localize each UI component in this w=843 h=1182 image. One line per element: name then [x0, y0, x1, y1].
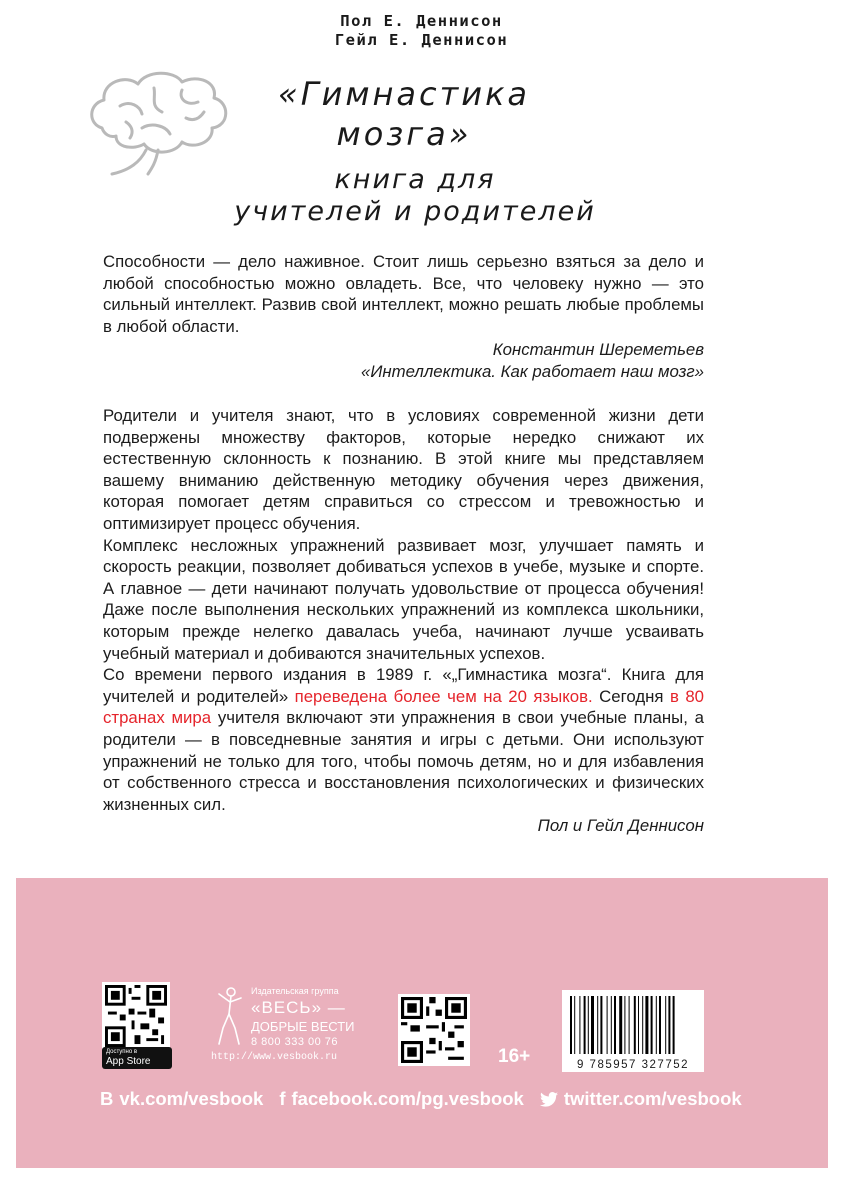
- qr-code-site: [398, 994, 470, 1066]
- vk-link[interactable]: [100, 1088, 263, 1110]
- footer-panel: [16, 878, 828, 1168]
- barcode-bar: [611, 996, 612, 1054]
- authors: [0, 12, 843, 50]
- book-title: [214, 74, 594, 154]
- barcode-bar: [645, 996, 648, 1054]
- isbn-barcode: [562, 990, 704, 1072]
- publisher-label: Издательская группа: [251, 986, 339, 996]
- barcode-bar: [579, 996, 580, 1054]
- barcode-bar: [584, 996, 586, 1054]
- barcode-bar: [668, 996, 670, 1054]
- barcode-bar: [614, 996, 616, 1054]
- barcode-bar: [619, 996, 622, 1054]
- barcode-bar: [588, 996, 589, 1054]
- facebook-link[interactable]: [279, 1088, 524, 1110]
- barcode-bar: [673, 996, 675, 1054]
- barcode-icon: [562, 992, 704, 1058]
- barcode-bar: [656, 996, 657, 1054]
- barcode-bar: [570, 996, 572, 1054]
- qr-app-icon: [105, 985, 167, 1047]
- barcode-bar: [629, 996, 630, 1054]
- barcode-bar: [659, 996, 661, 1054]
- twitter-url: twitter.com/vesbook: [563, 1088, 742, 1109]
- publisher-block: [211, 982, 361, 1072]
- publisher-logo-icon: [213, 984, 247, 1050]
- title-line-2: мозга»: [336, 115, 472, 153]
- annotation-paragraph-1: Родители и учителя знают, что в условиях современной жизни дети подвержены множеству факторов, которые нередко снижают их естественную склонность к познанию. В этой книге мы представляем вашему вниманию действенную методику обучения через движения, которая помогает детям справиться со стрессом и тревожностью и оптимизирует процесс обучения.: [103, 406, 704, 533]
- qr-site-icon: [401, 997, 467, 1063]
- isbn-number: 9 785957 327752: [576, 1059, 690, 1071]
- barcode-bar: [665, 996, 666, 1054]
- app-store-label: App Store: [106, 1056, 151, 1067]
- publisher-url[interactable]: http://www.vesbook.ru: [211, 1052, 338, 1063]
- barcode-bar: [574, 996, 575, 1054]
- countries-highlight: в 80 странах мира: [103, 686, 705, 728]
- epigraph-source: «Интеллектика. Как работает наш мозг»: [361, 361, 704, 381]
- vk-icon: B: [100, 1088, 114, 1109]
- facebook-icon: f: [279, 1088, 286, 1109]
- subtitle-line-2: учителей и родителей: [234, 196, 596, 227]
- social-links: [100, 1088, 758, 1110]
- barcode-bar: [607, 996, 608, 1054]
- app-store-badge[interactable]: [102, 1047, 172, 1069]
- author-1: Пол Е. Деннисон: [340, 12, 503, 30]
- barcode-bar: [591, 996, 594, 1054]
- epigraph: [103, 251, 704, 383]
- subtitle-line-1: книга для: [334, 164, 496, 195]
- publisher-phone: 8 800 333 00 76: [251, 1036, 339, 1048]
- barcode-bar: [634, 996, 636, 1054]
- barcode-bar: [597, 996, 598, 1054]
- translations-highlight: переведена более чем на 20 языков.: [294, 686, 593, 706]
- publisher-name: «ВЕСЬ» —: [251, 998, 346, 1017]
- author-2: Гейл Е. Деннисон: [334, 31, 509, 49]
- p3-part-a: Со времени первого издания в 1989 г. «„Гимнастика мозга“. Книга для учителей и родителей»: [103, 665, 704, 706]
- annotation-signature: Пол и Гейл Деннисон: [537, 816, 704, 836]
- age-rating: 16+: [498, 1046, 531, 1067]
- annotation-paragraph-2: Комплекс несложных упражнений развивает мозг, улучшает память и скорость реакции, позволяет добиваться успехов в учебе, музыке и спорте. А главное — дети начинают получать удовольствие от процесса обучения! Даже после выполнения нескольких упражнений из комплекса школьники, которым прежде нелегко давалась учеба, начинают лучше усваивать учебный материал и добиваются значительных успехов.: [103, 535, 704, 663]
- book-subtitle: [150, 164, 680, 228]
- barcode-bar: [638, 996, 639, 1054]
- epigraph-text: Способности — дело наживное. Стоит лишь серьезно взяться за дело и любой способностью можно овладеть. Все, что человеку нужно — это сильный интеллект. Развив свой интеллект, можно решать любые проблемы в любой области.: [103, 252, 704, 336]
- app-store-small-label: Доступно в: [106, 1049, 138, 1055]
- barcode-bar: [600, 996, 602, 1054]
- vk-url: vk.com/vesbook: [119, 1088, 264, 1109]
- barcode-bar: [624, 996, 625, 1054]
- publisher-slogan: ДОБРЫЕ ВЕСТИ: [251, 1019, 355, 1034]
- facebook-url: facebook.com/pg.vesbook: [291, 1088, 524, 1109]
- p3-part-b: Сегодня: [592, 686, 670, 706]
- p3-part-c: учителя включают эти упражнения в свои учебные планы, а родители — в повседневные занятия и игры с детьми. Они используют упражнений не только для того, чтобы помочь детям, но и для избавления от собственного стресса и восстановления психологических и физических жизненных сил.: [103, 708, 704, 814]
- annotation-paragraph-3: [103, 664, 704, 815]
- epigraph-author: Константин Шереметьев: [492, 340, 704, 360]
- twitter-link[interactable]: [540, 1088, 742, 1110]
- qr-code-app: [102, 982, 170, 1050]
- annotation: [103, 405, 704, 837]
- title-line-1: «Гимнастика: [277, 75, 530, 113]
- barcode-bar: [642, 996, 643, 1054]
- twitter-icon: [540, 1092, 558, 1107]
- barcode-bar: [651, 996, 653, 1054]
